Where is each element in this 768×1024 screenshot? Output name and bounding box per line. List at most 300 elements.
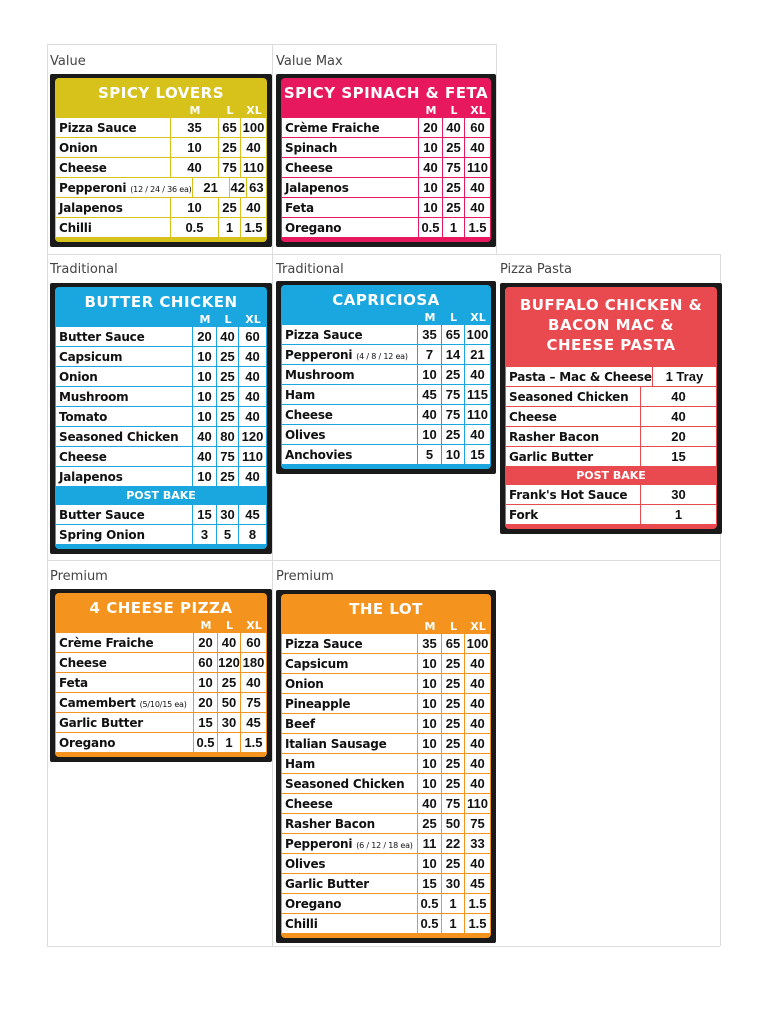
qty-m: 60 — [194, 653, 218, 672]
ingredient-name: Frank's Hot Sauce — [505, 485, 641, 504]
qty-m: 10 — [418, 734, 442, 753]
qty-m: 10 — [193, 347, 217, 366]
ingredient-name — [281, 714, 418, 733]
size-column-headers — [55, 103, 267, 118]
qty-xl: 40 — [465, 365, 491, 384]
qty-l: 25 — [442, 654, 465, 673]
ingredient-row — [55, 158, 267, 178]
ingredient-qty: 15 — [641, 447, 717, 466]
qty-l: 25 — [217, 407, 239, 426]
ingredient-row — [55, 427, 267, 447]
ingredient-row — [505, 447, 717, 467]
ingredient-qty: 20 — [641, 427, 717, 446]
ingredient-row — [281, 674, 491, 694]
qty-m: 40 — [418, 405, 442, 424]
qty-l: 1 — [219, 218, 241, 237]
ingredient-row — [505, 407, 717, 427]
qty-xl: 40 — [465, 138, 491, 157]
ingredient-label: Garlic Butter — [59, 716, 144, 730]
qty-m: 15 — [193, 505, 217, 524]
qty-l: 50 — [218, 693, 241, 712]
qty-m: 10 — [194, 673, 218, 692]
ingredient-qty: 1 Tray — [653, 367, 717, 386]
ingredient-name — [55, 525, 193, 544]
ingredient-label: Cheese — [285, 408, 333, 422]
qty-l: 25 — [219, 138, 241, 157]
qty-l: 25 — [442, 365, 465, 384]
qty-m: 10 — [193, 367, 217, 386]
ingredient-label: Onion — [285, 677, 324, 691]
ingredient-row — [55, 653, 267, 673]
card-body — [55, 593, 267, 757]
ingredient-label: Chilli — [59, 221, 92, 235]
ingredient-name — [281, 445, 418, 464]
qty-m: 40 — [418, 794, 442, 813]
ingredient-qty: 40 — [641, 407, 717, 426]
qty-l: 30 — [442, 874, 465, 893]
ingredient-row — [55, 387, 267, 407]
ingredient-label: Seasoned Chicken — [285, 777, 405, 791]
ingredient-name — [281, 218, 419, 237]
qty-l: 1 — [442, 914, 465, 933]
ingredient-row — [281, 654, 491, 674]
size-header: M — [424, 311, 436, 324]
grid-line — [496, 44, 497, 254]
qty-l: 40 — [443, 118, 465, 137]
ingredient-name — [281, 158, 419, 177]
ingredient-label: Seasoned Chicken — [59, 430, 179, 444]
qty-m: 10 — [418, 654, 442, 673]
category-label: Premium — [50, 569, 108, 584]
ingredient-label: Cheese — [59, 656, 107, 670]
ingredient-label: Olives — [285, 428, 326, 442]
qty-m: 10 — [418, 854, 442, 873]
qty-m: 10 — [418, 714, 442, 733]
qty-xl: 45 — [465, 874, 491, 893]
size-header: L — [224, 313, 232, 326]
ingredient-name — [281, 118, 419, 137]
qty-xl: 40 — [465, 734, 491, 753]
size-header: M — [200, 619, 212, 632]
card-body — [281, 285, 491, 469]
ingredient-label: Pizza Sauce — [285, 637, 363, 651]
ingredient-row — [281, 714, 491, 734]
qty-xl: 60 — [241, 633, 267, 652]
qty-m: 21 — [193, 178, 230, 197]
ingredient-row — [55, 505, 267, 525]
ingredient-row — [281, 118, 491, 138]
ingredient-row — [55, 327, 267, 347]
qty-l: 25 — [442, 754, 465, 773]
qty-xl: 15 — [465, 445, 491, 464]
card-title: BUTTER CHICKEN — [84, 293, 238, 311]
qty-xl: 110 — [241, 158, 267, 177]
grid-line — [47, 946, 720, 947]
qty-m: 0.5 — [171, 218, 219, 237]
qty-xl: 40 — [465, 198, 491, 217]
grid-line — [47, 560, 720, 561]
qty-m: 35 — [418, 634, 442, 653]
ingredient-name — [55, 347, 193, 366]
ingredient-row — [281, 794, 491, 814]
qty-l: 65 — [442, 325, 465, 344]
ingredient-note: (6 / 12 / 18 ea) — [356, 841, 413, 850]
ingredient-label: Jalapenos — [59, 201, 123, 215]
qty-xl: 110 — [465, 158, 491, 177]
qty-xl: 40 — [465, 654, 491, 673]
recipe-card-spicy-spinach-feta — [276, 74, 496, 247]
ingredient-label: Italian Sausage — [285, 737, 387, 751]
qty-l: 42 — [230, 180, 245, 195]
qty-xl: 45 — [241, 713, 267, 732]
ingredient-name — [281, 425, 418, 444]
qty-m: 0.5 — [194, 733, 218, 752]
card-body — [281, 594, 491, 938]
qty-l: 120 — [218, 655, 240, 670]
qty-l: 10 — [442, 445, 465, 464]
ingredient-row — [281, 425, 491, 445]
ingredient-row — [505, 367, 717, 387]
qty-m: 20 — [419, 118, 443, 137]
ingredient-rows — [505, 367, 717, 467]
size-header: XL — [246, 104, 262, 117]
ingredient-name — [281, 834, 418, 853]
qty-m: 0.5 — [419, 218, 443, 237]
ingredient-row — [55, 367, 267, 387]
ingredient-name: Seasoned Chicken — [505, 387, 641, 406]
qty-m: 3 — [193, 525, 217, 544]
qty-xl: 100 — [465, 325, 491, 344]
size-header: M — [425, 104, 437, 117]
qty-l: 75 — [217, 447, 239, 466]
qty-l: 25 — [443, 178, 465, 197]
qty-xl: 45 — [239, 505, 267, 524]
ingredient-rows — [505, 485, 717, 525]
ingredient-name: Pasta – Mac & Cheese — [505, 367, 653, 386]
qty-m: 20 — [194, 633, 218, 652]
qty-xl: 40 — [241, 198, 267, 217]
ingredient-name — [55, 198, 171, 217]
ingredient-label: Pineapple — [285, 697, 351, 711]
qty-l: 25 — [443, 198, 465, 217]
ingredient-row — [281, 874, 491, 894]
ingredient-name — [55, 327, 193, 346]
ingredient-row — [55, 673, 267, 693]
ingredient-row — [281, 178, 491, 198]
qty-xl: 1.5 — [465, 914, 491, 933]
qty-l: 75 — [219, 158, 241, 177]
ingredient-row — [281, 445, 491, 465]
category-label: Traditional — [276, 262, 344, 277]
category-label: Value — [50, 54, 86, 69]
ingredient-row — [505, 485, 717, 505]
ingredient-name — [281, 365, 418, 384]
ingredient-name — [281, 138, 419, 157]
ingredient-label: Beef — [285, 717, 315, 731]
card-body — [55, 287, 267, 549]
grid-line — [47, 44, 48, 946]
ingredient-row — [281, 854, 491, 874]
grid-line — [272, 44, 273, 946]
ingredient-name — [281, 345, 418, 364]
qty-m: 45 — [418, 385, 442, 404]
ingredient-row — [55, 198, 267, 218]
qty-xl: 40 — [239, 407, 267, 426]
category-label: Premium — [276, 569, 334, 584]
ingredient-row — [55, 218, 267, 238]
qty-l: 75 — [442, 385, 465, 404]
ingredient-row — [281, 365, 491, 385]
qty-m: 40 — [193, 427, 217, 446]
qty-xl: 40 — [465, 714, 491, 733]
ingredient-row — [281, 405, 491, 425]
qty-m: 10 — [418, 365, 442, 384]
qty-l: 25 — [218, 673, 241, 692]
size-header: M — [189, 104, 201, 117]
ingredient-note: (5/10/15 ea) — [139, 700, 187, 709]
ingredient-name — [55, 118, 171, 137]
ingredient-label: Crème Fraiche — [59, 636, 154, 650]
qty-l: 25 — [217, 387, 239, 406]
qty-xl: 40 — [239, 367, 267, 386]
ingredient-label: Ham — [285, 388, 316, 402]
qty-m: 40 — [193, 447, 217, 466]
card-body — [55, 78, 267, 242]
qty-xl: 40 — [239, 387, 267, 406]
ingredient-name — [55, 653, 194, 672]
ingredient-label: Oregano — [59, 736, 116, 750]
qty-m: 10 — [419, 178, 443, 197]
qty-l: 25 — [217, 467, 239, 486]
size-header: L — [226, 104, 234, 117]
ingredient-label: Onion — [59, 370, 98, 384]
qty-m: 0.5 — [418, 914, 442, 933]
ingredient-note: (4 / 8 / 12 ea) — [356, 352, 408, 361]
ingredient-label: Pepperoni — [285, 348, 353, 362]
ingredient-name: Cheese — [505, 407, 641, 426]
qty-xl: 75 — [465, 814, 491, 833]
ingredient-row — [281, 814, 491, 834]
qty-l: 25 — [442, 774, 465, 793]
post-bake-header: POST BAKE — [126, 489, 196, 502]
qty-xl: 40 — [465, 694, 491, 713]
ingredient-name: Rasher Bacon — [505, 427, 641, 446]
ingredient-name — [55, 713, 194, 732]
ingredient-name — [55, 693, 194, 712]
ingredient-label: Camembert — [59, 696, 136, 710]
size-header: XL — [470, 311, 486, 324]
recipe-card-capriciosa — [276, 281, 496, 474]
ingredient-label: Capsicum — [285, 657, 349, 671]
ingredient-name — [281, 774, 418, 793]
recipe-card-4-cheese-pizza — [50, 589, 272, 762]
ingredient-name: Fork — [505, 505, 641, 524]
size-header: XL — [470, 104, 486, 117]
ingredient-label: Spinach — [285, 141, 338, 155]
ingredient-row — [281, 325, 491, 345]
ingredient-label: Ham — [285, 757, 316, 771]
qty-m: 10 — [418, 774, 442, 793]
qty-l: 25 — [219, 198, 241, 217]
ingredient-label: Mushroom — [59, 390, 129, 404]
size-column-headers — [55, 618, 267, 633]
ingredient-label: Anchovies — [285, 448, 353, 462]
ingredient-name — [281, 178, 419, 197]
qty-l: 40 — [218, 633, 241, 652]
qty-m: 20 — [193, 327, 217, 346]
size-column-headers — [281, 310, 491, 325]
qty-m: 0.5 — [418, 894, 442, 913]
qty-xl: 1.5 — [241, 733, 267, 752]
qty-m: 10 — [418, 754, 442, 773]
qty-xl: 180 — [241, 653, 267, 672]
ingredient-row — [55, 713, 267, 733]
ingredient-row — [281, 894, 491, 914]
qty-l: 5 — [217, 525, 239, 544]
qty-xl: 40 — [465, 425, 491, 444]
card-title: 4 CHEESE PIZZA — [89, 599, 233, 617]
ingredient-note: (12 / 24 / 36 ea) — [130, 185, 192, 194]
ingredient-name — [55, 673, 194, 692]
ingredient-row — [55, 138, 267, 158]
ingredient-rows — [281, 325, 491, 465]
qty-m: 5 — [418, 445, 442, 464]
ingredient-rows — [55, 118, 267, 238]
ingredient-rows — [55, 633, 267, 753]
card-body — [505, 287, 717, 529]
card-title: THE LOT — [349, 600, 423, 618]
qty-xl: 100 — [241, 118, 267, 137]
qty-xl: 110 — [465, 405, 491, 424]
ingredient-label: Pizza Sauce — [285, 328, 363, 342]
ingredient-label: Cheese — [59, 450, 107, 464]
ingredient-name — [55, 447, 193, 466]
grid-line — [47, 254, 720, 255]
ingredient-name — [281, 325, 418, 344]
ingredient-name — [55, 138, 171, 157]
qty-xl: 60 — [465, 118, 491, 137]
ingredient-row — [281, 634, 491, 654]
ingredient-label: Rasher Bacon — [285, 817, 376, 831]
ingredient-row — [55, 525, 267, 545]
qty-xl: 40 — [241, 673, 267, 692]
qty-m: 10 — [418, 425, 442, 444]
size-header: L — [450, 104, 458, 117]
qty-xl: 40 — [239, 467, 267, 486]
qty-m: 35 — [171, 118, 219, 137]
ingredient-rows — [281, 634, 491, 934]
qty-m: 20 — [194, 693, 218, 712]
ingredient-name — [281, 734, 418, 753]
qty-l: 25 — [442, 854, 465, 873]
ingredient-name: Garlic Butter — [505, 447, 641, 466]
qty-l: 40 — [217, 327, 239, 346]
qty-xl: 40 — [465, 854, 491, 873]
qty-l: 75 — [443, 158, 465, 177]
category-label: Pizza Pasta — [500, 262, 572, 277]
qty-m: 10 — [193, 387, 217, 406]
qty-xl: 21 — [465, 345, 491, 364]
ingredient-row — [55, 118, 267, 138]
ingredient-label: Garlic Butter — [285, 877, 370, 891]
ingredient-label: Butter Sauce — [59, 330, 145, 344]
size-column-headers — [281, 103, 491, 118]
ingredient-row — [281, 345, 491, 365]
card-title: BUFFALO CHICKEN & BACON MAC & CHEESE PASTA — [519, 296, 703, 354]
qty-m: 25 — [418, 814, 442, 833]
ingredient-name — [55, 387, 193, 406]
ingredient-label: Capsicum — [59, 350, 123, 364]
qty-xl: 8 — [239, 525, 267, 544]
ingredient-row — [55, 467, 267, 487]
qty-xl: 115 — [465, 385, 491, 404]
ingredient-row — [55, 633, 267, 653]
qty-xl: 40 — [241, 138, 267, 157]
ingredient-label: Onion — [59, 141, 98, 155]
ingredient-rows — [55, 505, 267, 545]
ingredient-row — [55, 693, 267, 713]
qty-l: 25 — [442, 734, 465, 753]
ingredient-row — [505, 387, 717, 407]
qty-xl: 63 — [247, 178, 267, 197]
ingredient-name — [281, 794, 418, 813]
qty-xl: 40 — [465, 754, 491, 773]
ingredient-row — [281, 754, 491, 774]
size-header: L — [449, 620, 457, 633]
qty-l: 30 — [217, 505, 239, 524]
ingredient-name — [281, 894, 418, 913]
ingredient-name — [281, 814, 418, 833]
card-title: CAPRICIOSA — [332, 291, 440, 309]
qty-xl: 1.5 — [465, 218, 491, 237]
ingredient-name — [55, 367, 193, 386]
post-bake-header: POST BAKE — [576, 469, 646, 482]
ingredient-name — [281, 874, 418, 893]
qty-xl: 1.5 — [241, 218, 267, 237]
category-label: Value Max — [276, 54, 343, 69]
qty-l: 25 — [442, 694, 465, 713]
recipe-card-spicy-lovers — [50, 74, 272, 247]
qty-l: 1 — [443, 218, 465, 237]
qty-l: 65 — [219, 118, 241, 137]
ingredient-name — [55, 158, 171, 177]
qty-m: 15 — [194, 713, 218, 732]
qty-xl: 40 — [465, 178, 491, 197]
size-column-headers — [281, 619, 491, 634]
qty-m: 10 — [418, 674, 442, 693]
qty-l: 25 — [217, 367, 239, 386]
qty-l: 30 — [218, 713, 241, 732]
qty-m: 10 — [171, 198, 219, 217]
qty-l: 25 — [443, 138, 465, 157]
ingredient-row — [281, 218, 491, 238]
ingredient-row — [505, 505, 717, 525]
ingredient-name — [55, 407, 193, 426]
qty-l: 25 — [217, 347, 239, 366]
ingredient-label: Jalapenos — [285, 181, 349, 195]
qty-xl: 60 — [239, 327, 267, 346]
qty-xl: 120 — [239, 427, 267, 446]
ingredient-label: Jalapenos — [59, 470, 123, 484]
qty-m: 10 — [171, 138, 219, 157]
qty-xl: 110 — [239, 447, 267, 466]
ingredient-row — [55, 407, 267, 427]
category-label: Traditional — [50, 262, 118, 277]
qty-xl: 40 — [465, 674, 491, 693]
ingredient-name — [281, 634, 418, 653]
ingredient-row — [281, 158, 491, 178]
qty-xl: 1.5 — [465, 894, 491, 913]
